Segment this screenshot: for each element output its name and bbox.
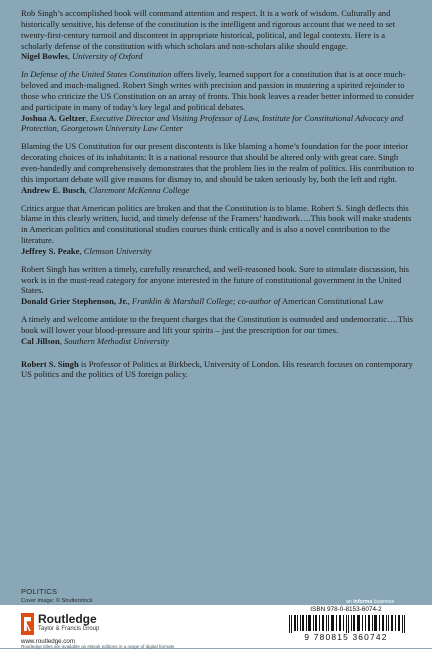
book-title: In Defense of the United States Constitution: [21, 69, 172, 80]
blurb-5: [21, 264, 415, 307]
blurb-1: [21, 8, 415, 62]
blurb-attribution: Joshua A. Geltzer, Executive Director and Visiting Professor of Law, Institute for Constitutional Advocacy and Protection, Georgetown University Law Center: [21, 112, 404, 134]
barcode-block: [277, 608, 415, 643]
blurb-author-name: Nigel Bowles: [21, 51, 68, 62]
ebook-note: Routledge titles are available as eBook editions in a range of digital formats: [21, 644, 175, 649]
blurb-author-name: Jeffrey S. Peake: [21, 245, 80, 256]
blurb-quote: Critics argue that American politics are broken and that the Constitution is to blame. Robert S. Singh deflects this blame in this clearly written, lucid, and timely defense of the Framers’ handiwork….This book will make students in American politics and constitutional studies courses think critically and is also a novel contribution to the literature.: [21, 202, 412, 246]
blurb-affiliation: Franklin & Marshall College; co-author of: [131, 296, 281, 307]
blurb-attribution: Nigel Bowles, University of Oxford: [21, 51, 143, 62]
blurb-affiliation: Southern Methodist University: [64, 335, 169, 346]
blurb-quote: Blaming the US Constitution for our present discontents is like blaming a home’s foundation for the poor interior decorating choices of its inhabitants: It is a national resource that should be altered only with great care. Singh even-handedly and comprehensively demonstrates that the problem lies in the realm of politics. His contribution to this important debate will give reasons for dismay to, and should be taken seriously by, both the left and right.: [21, 141, 415, 184]
blurb-affiliation: Claremont McKenna College: [89, 184, 190, 195]
blurb-quote: Rob Singh’s accomplished book will command attention and respect. It is a work of wisdom. Culturally and historically sensitive, his defense of the constitution is the intelligent and rigorous account that we need to set twenty-first-century turmoil and discontent in appropriate historical, political, and legal contexts. Here is a scholarly defense of the constitution with which scholars and non-scholars alike should engage.: [21, 8, 396, 51]
blurb-attribution: Cal Jillson, Southern Methodist University: [21, 335, 169, 346]
blurb-2: [21, 69, 415, 134]
blurb-author-name: Cal Jillson: [21, 335, 60, 346]
blurb-3: [21, 141, 415, 195]
publisher-group: Taylor & Francis Group: [38, 626, 100, 632]
blurb-quote: A timely and welcome antidote to the frequent charges that the Constitution is outmoded and undemocratic….This book will lower your blood-pressure and lift your spirits – just the prescription for our times.: [21, 314, 413, 335]
blurb-affiliation: University of Oxford: [72, 51, 143, 62]
blurb-6: [21, 314, 415, 347]
blurb-author-name: Donald Grier Stephenson, Jr.: [21, 296, 128, 307]
author-name: Robert S. Singh: [21, 358, 79, 369]
back-cover-text: [21, 8, 415, 380]
blurb-affiliation-tail: American Constitutional Law: [280, 296, 384, 307]
publisher-name: Routledge: [38, 612, 97, 626]
routledge-logo: [21, 613, 99, 635]
barcode-number: 9 780815 360742: [304, 632, 388, 642]
publisher-url: www.routledge.com: [21, 638, 75, 645]
author-bio: Robert S. Singh is Professor of Politics at Birkbeck, University of London. His research focuses on contemporary US politics and the politics of US foreign policy.: [21, 358, 413, 380]
blurb-attribution: Jeffrey S. Peake, Clemson University: [21, 245, 152, 256]
blurb-attribution: Donald Grier Stephenson, Jr., Franklin & Marshall College; co-author of American Constitutional Law: [21, 296, 384, 307]
informa-business-label: an informa business: [346, 599, 395, 605]
cover-credit: Cover image: © Shutterstock: [21, 598, 93, 604]
subject-category: POLITICS: [21, 587, 58, 596]
blurb-affiliation: Executive Director and Visiting Professor of Law, Institute for Constitutional Advocacy and Protection, Georgetown University Law Center: [21, 112, 404, 134]
barcode-icon: [289, 615, 407, 633]
blurb-4: [21, 203, 415, 257]
routledge-r-icon: [21, 613, 34, 635]
blurb-author-name: Joshua A. Geltzer: [21, 112, 86, 123]
blurb-affiliation: Clemson University: [83, 245, 152, 256]
blurb-author-name: Andrew E. Busch: [21, 184, 85, 195]
blurb-quote: In Defense of the United States Constitution offers lively, learned support for a constitution that is at once much-beloved and much-maligned. Robert Singh writes with precision and passion in mustering a spirited rejoinder to those who criticize the US Constitution on an array of fronts. This book leaves a reader better informed to consider and participate in many of today’s key legal and political debates.: [21, 69, 414, 112]
blurb-quote: Robert Singh has written a timely, carefully researched, and well-reasoned book. Sure to stimulate discussion, his work is in the must-read category for anyone interested in the future of constitutional government in the United States.: [21, 263, 409, 296]
isbn-label: ISBN 978-0-8153-6074-2: [310, 606, 382, 613]
blurb-attribution: Andrew E. Busch, Claremont McKenna College: [21, 184, 190, 195]
